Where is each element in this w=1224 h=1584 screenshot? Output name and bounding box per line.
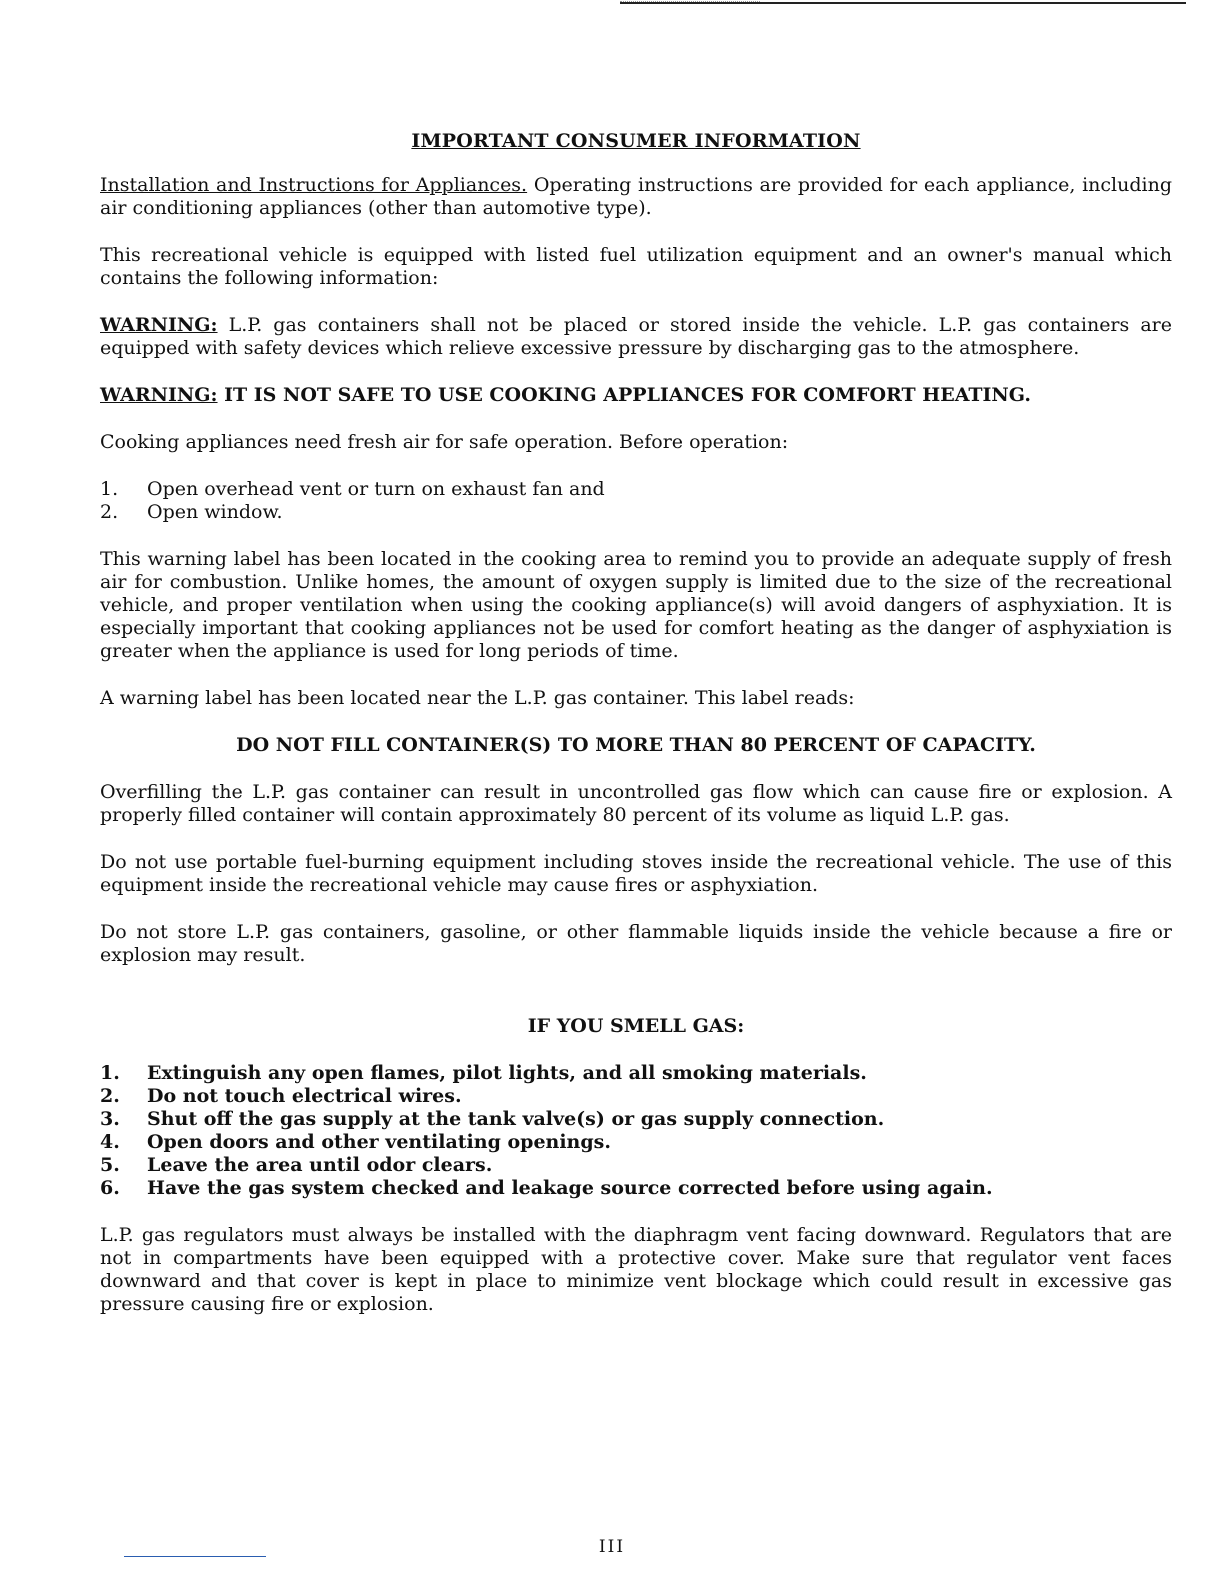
list-item-number: 1. — [100, 478, 119, 500]
warning-2-label: WARNING: — [100, 384, 218, 406]
list-item-number: 3. — [100, 1108, 120, 1130]
list-item — [100, 501, 1172, 524]
list-item-text: Shut off the gas supply at the tank valve(s) or gas supply connection. — [147, 1108, 885, 1130]
page-title: IMPORTANT CONSUMER INFORMATION — [411, 130, 861, 152]
list-item — [100, 1108, 1172, 1131]
list-item — [100, 478, 1172, 501]
list-item — [100, 1085, 1172, 1108]
list-item — [100, 1154, 1172, 1177]
list-item-text: Extinguish any open flames, pilot lights, and all smoking materials. — [147, 1062, 867, 1084]
list-item-text: Have the gas system checked and leakage source corrected before using again. — [147, 1177, 993, 1199]
list-item — [100, 1177, 1172, 1200]
warning-1-label: WARNING: — [100, 314, 218, 336]
intro-text: Operating instructions are provided for each appliance, including air conditioning appliances (other than automotive type). — [100, 174, 1172, 219]
list-item-text: Open window. — [147, 501, 283, 523]
list-item-text: Open doors and other ventilating openings. — [147, 1131, 611, 1153]
warning-2-paragraph — [100, 384, 1172, 407]
regulators-paragraph: L.P. gas regulators must always be installed with the diaphragm vent facing downward. Regulators that are not in compartments have been equipped with a protective cover. Make sure that regulator vent faces downward and that cover is kept in place to minimize vent blockage which could result in excessive gas pressure causing fire or explosion. — [100, 1224, 1172, 1315]
container-label-text: DO NOT FILL CONTAINER(S) TO MORE THAN 80 PERCENT OF CAPACITY. — [236, 734, 1036, 756]
smell-gas-steps-list — [100, 1062, 1172, 1200]
portable-equipment-paragraph: Do not use portable fuel-burning equipment including stoves inside the recreational vehicle. The use of this equipment inside the recreational vehicle may cause fires or asphyxiation. — [100, 851, 1172, 896]
warning-1-text: L.P. gas containers shall not be placed or stored inside the vehicle. L.P. gas containers are equipped with safety devices which relieve excessive pressure by discharging gas to the atmosphere. — [100, 314, 1172, 359]
bottom-rule — [124, 1556, 266, 1557]
smell-gas-heading: IF YOU SMELL GAS: — [527, 1015, 745, 1037]
cooking-paragraph: Cooking appliances need fresh air for safe operation. Before operation: — [100, 431, 789, 453]
equipment-paragraph: This recreational vehicle is equipped with listed fuel utilization equipment and an owner's manual which contains the following information: — [100, 244, 1172, 289]
document-page — [100, 130, 1172, 1340]
warning-2-text: IT IS NOT SAFE TO USE COOKING APPLIANCES FOR COMFORT HEATING. — [217, 384, 1031, 406]
list-item-text: Leave the area until odor clears. — [147, 1154, 493, 1176]
list-item-number: 4. — [100, 1131, 120, 1153]
top-rule — [620, 2, 1186, 4]
top-rule-dotted — [620, 1, 760, 2]
intro-heading: Installation and Instructions for Appliances. — [100, 174, 528, 196]
cooking-steps-list — [100, 478, 1172, 524]
list-item-text: Open overhead vent or turn on exhaust fan and — [147, 478, 605, 500]
spacer — [100, 991, 1172, 1015]
list-item-number: 6. — [100, 1177, 120, 1199]
list-item — [100, 1131, 1172, 1154]
container-label-paragraph: A warning label has been located near the L.P. gas container. This label reads: — [100, 687, 855, 709]
page-number: III — [598, 1537, 626, 1557]
list-item-number: 2. — [100, 1085, 120, 1107]
list-item-number: 2. — [100, 501, 119, 523]
list-item-text: Do not touch electrical wires. — [147, 1085, 462, 1107]
intro-paragraph — [100, 174, 1172, 220]
list-item — [100, 1062, 1172, 1085]
list-item-number: 1. — [100, 1062, 120, 1084]
list-item-number: 5. — [100, 1154, 120, 1176]
warning-1-paragraph — [100, 314, 1172, 360]
storage-paragraph: Do not store L.P. gas containers, gasoline, or other flammable liquids inside the vehicle because a fire or explosion may result. — [100, 921, 1172, 966]
warning-label-location-paragraph: This warning label has been located in the cooking area to remind you to provide an adequate supply of fresh air for combustion. Unlike homes, the amount of oxygen supply is limited due to the size of the recreational vehicle, and proper ventilation when using the cooking appliance(s) will avoid dangers of asphyxiation. It is especially important that cooking appliances not be used for comfort heating as the danger of asphyxiation is greater when the appliance is used for long periods of time. — [100, 548, 1172, 662]
overfilling-paragraph: Overfilling the L.P. gas container can result in uncontrolled gas flow which can cause fire or explosion. A properly filled container will contain approximately 80 percent of its volume as liquid L.P. gas. — [100, 781, 1172, 826]
